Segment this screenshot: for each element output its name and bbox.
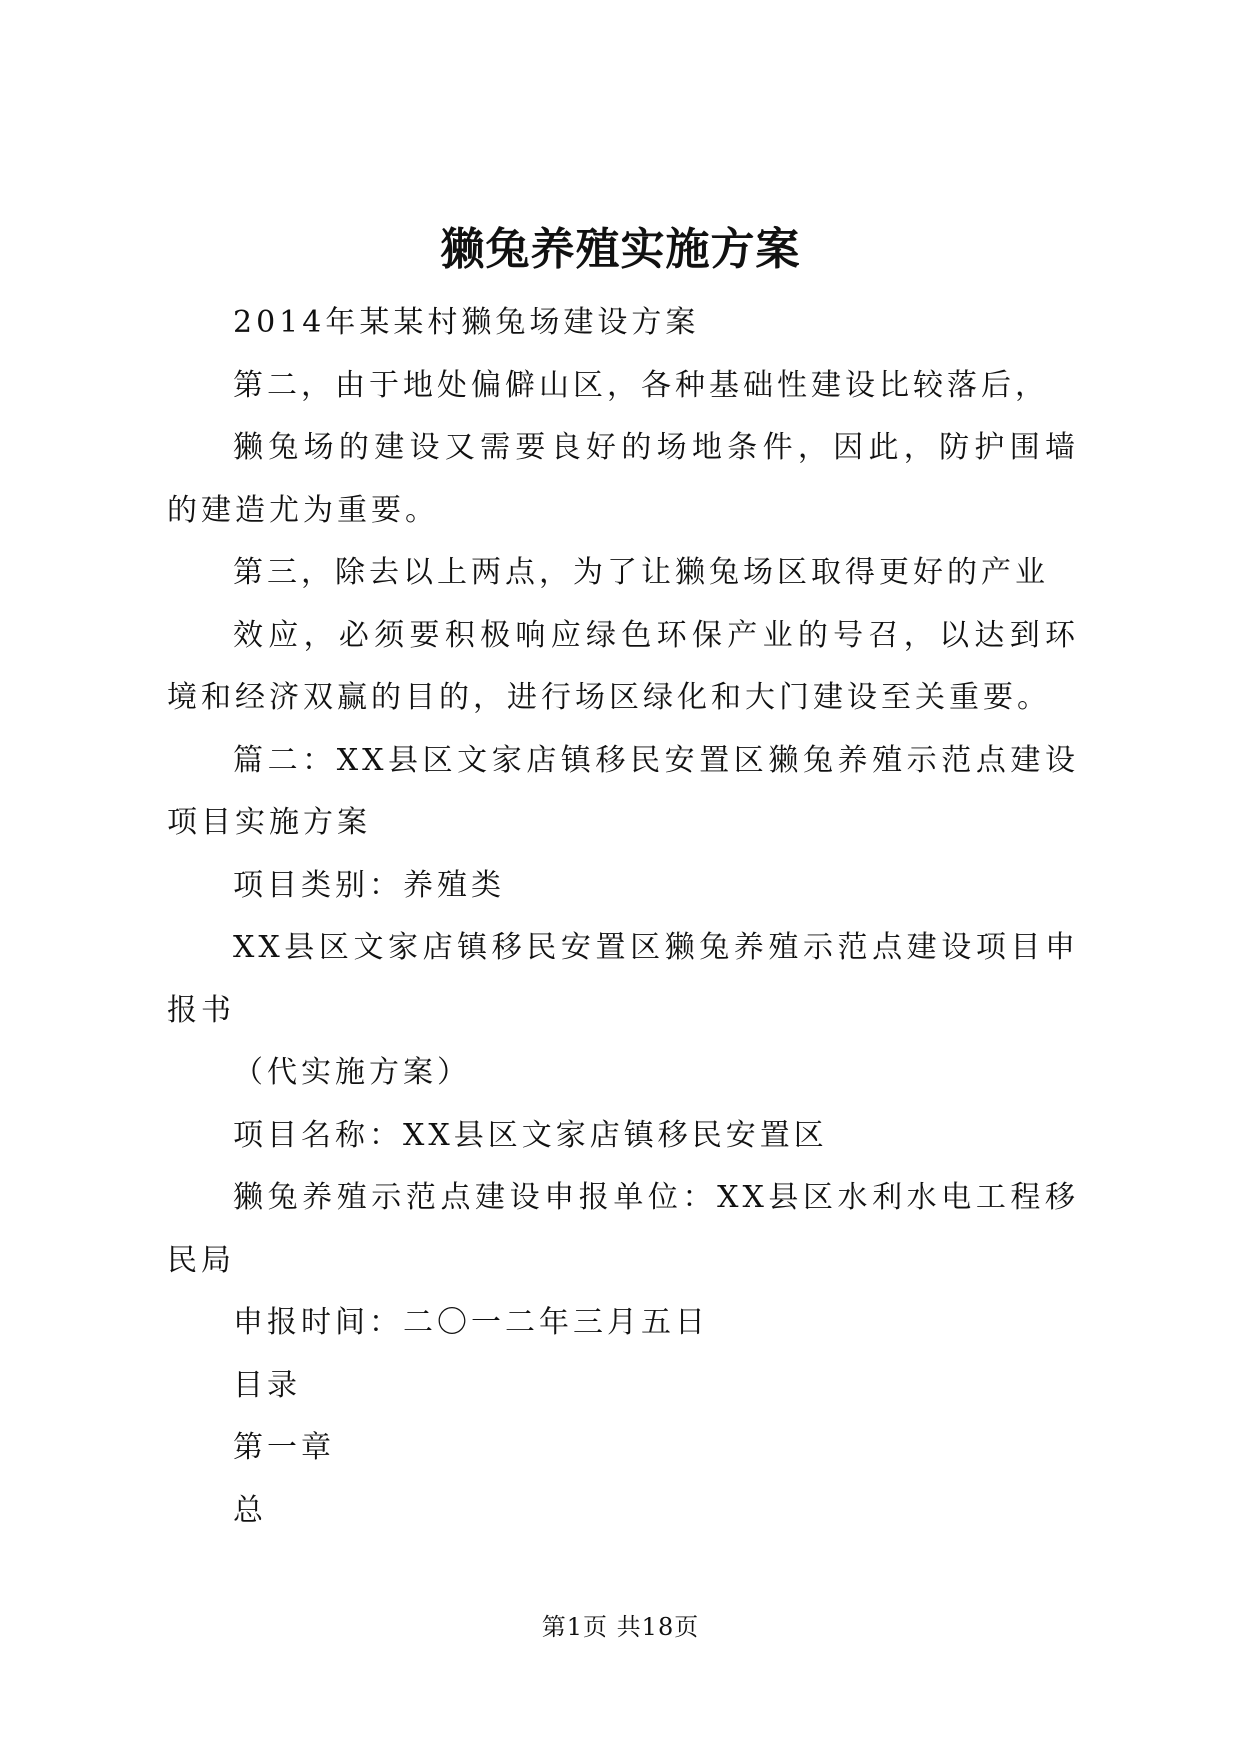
- paragraph: 2014年某某村獭兔场建设方案: [233, 305, 700, 340]
- document-body: [167, 292, 1079, 1542]
- paragraph: 獭兔场的建设又需要良好的场地条件，因此，防护围墙的建造尤为重要。: [167, 430, 1079, 528]
- paragraph: 项目类别：养殖类: [233, 867, 505, 903]
- paragraph: XX县区文家店镇移民安置区獭兔养殖示范点建设项目申报书: [167, 930, 1079, 1028]
- paragraph: 獭兔养殖示范点建设申报单位：XX县区水利水电工程移民局: [167, 1180, 1079, 1278]
- paragraph: 目录: [233, 1367, 301, 1403]
- paragraph: 第一章: [233, 1430, 335, 1465]
- paragraph: 第二，由于地处偏僻山区，各种基础性建设比较落后，: [233, 367, 1049, 403]
- paragraph: 效应，必须要积极响应绿色环保产业的号召，以达到环境和经济双赢的目的，进行场区绿化和大门建设至关重要。: [167, 617, 1079, 715]
- paragraph: （代实施方案）: [233, 1055, 471, 1090]
- paragraph: 项目名称：XX县区文家店镇移民安置区: [233, 1117, 828, 1153]
- paragraph: 申报时间：二〇一二年三月五日: [233, 1305, 709, 1340]
- page-footer: 第1页 共18页: [541, 1613, 700, 1641]
- paragraph: 篇二：XX县区文家店镇移民安置区獭兔养殖示范点建设项目实施方案: [167, 742, 1079, 840]
- paragraph: 第三，除去以上两点，为了让獭兔场区取得更好的产业: [233, 555, 1049, 590]
- paragraph: 总: [233, 1492, 267, 1528]
- document-title: 獭兔养殖实施方案: [440, 224, 801, 275]
